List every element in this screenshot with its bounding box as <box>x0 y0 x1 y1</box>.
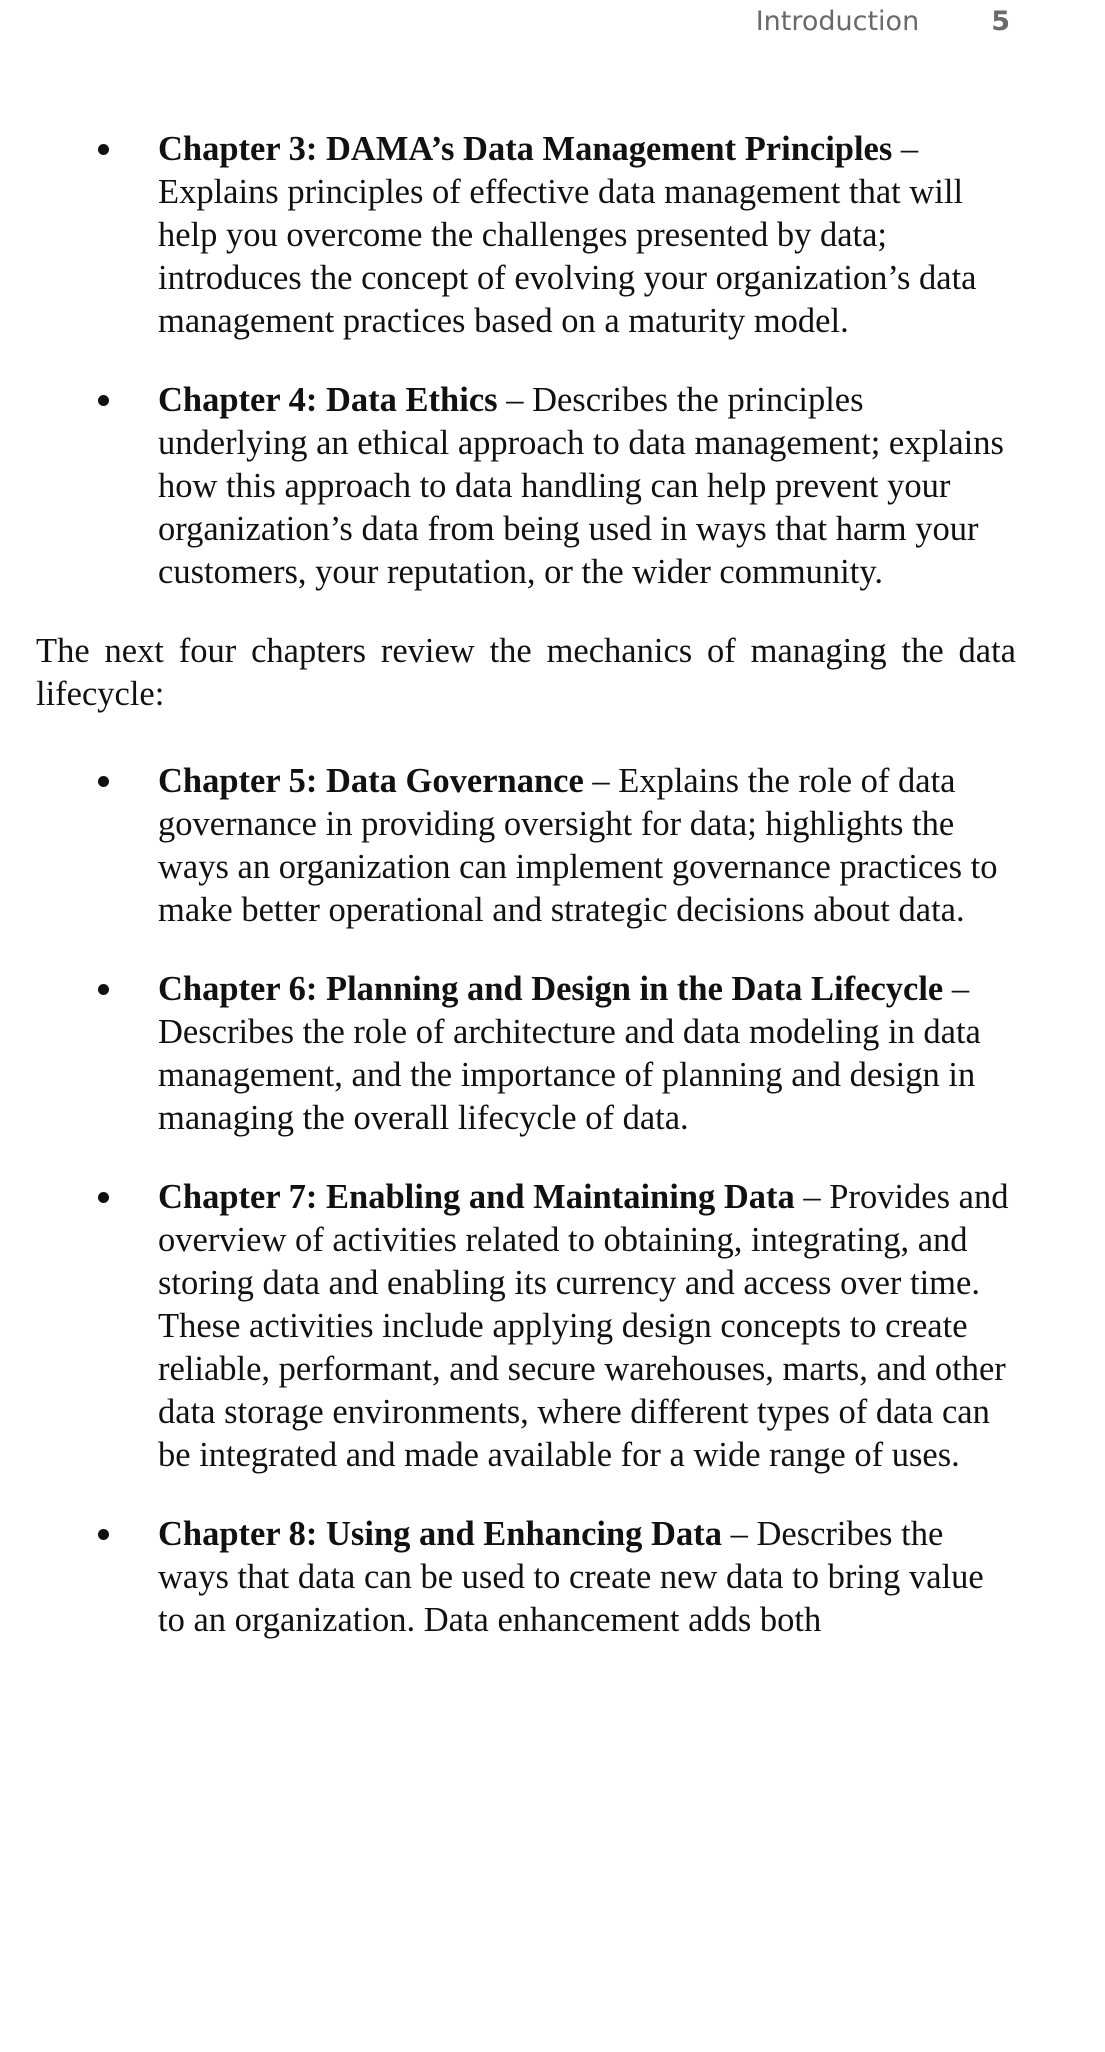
chapter-title: Chapter 6: Planning and Design in the Data Lifecycle <box>158 970 944 1008</box>
dash-separator: – <box>497 381 533 419</box>
list-item <box>36 968 1016 1140</box>
chapter-description: Describes the role of architecture and data modeling in data management, and the importance of planning and design in managing the overall lifecycle of data. <box>158 1013 981 1137</box>
dash-separator: – <box>892 130 919 168</box>
list-item <box>36 379 1016 594</box>
page-number: 5 <box>991 6 1010 37</box>
dash-separator: – <box>583 762 619 800</box>
chapter-description: Describes the ways that data can be used to create new data to bring value to an organization. Data enhancement adds both <box>158 1515 984 1639</box>
list-item <box>36 1513 1016 1642</box>
chapter-title: Chapter 5: Data Governance <box>158 762 584 800</box>
bullet-icon <box>98 776 109 787</box>
intro-paragraph: The next four chapters review the mechanics of managing the data lifecycle: <box>36 632 1016 713</box>
dash-separator: – <box>794 1178 830 1216</box>
chapter-description: Describes the principles underlying an ethical approach to data management; explains how this approach to data handling can help prevent your organization’s data from being used in ways that harm your customers, your reputation, or the wider community. <box>158 381 1004 591</box>
chapter-title: Chapter 7: Enabling and Maintaining Data <box>158 1178 795 1216</box>
dash-separator: – <box>721 1515 757 1553</box>
chapter-list-part-1 <box>36 128 1016 594</box>
bullet-icon <box>98 984 109 995</box>
bullet-icon <box>98 144 109 155</box>
chapter-description: Explains principles of effective data management that will help you overcome the challenges presented by data; introduces the concept of evolving your organization’s data management practices based on a maturity model. <box>158 173 977 340</box>
chapter-description: Provides and overview of activities related to obtaining, integrating, and storing data and enabling its currency and access over time. These activities include applying design concepts to create reliable, performant, and secure warehouses, marts, and other data storage environments, where different types of data can be integrated and made available for a wide range of uses. <box>158 1178 1009 1474</box>
list-item <box>36 1176 1016 1477</box>
bullet-icon <box>98 1192 109 1203</box>
chapter-title: Chapter 3: DAMA’s Data Management Principles <box>158 130 893 168</box>
chapter-list-part-2 <box>36 760 1016 1642</box>
chapter-description: Explains the role of data governance in providing oversight for data; highlights the ways an organization can implement governance practices to make better operational and strategic decisions about data. <box>158 762 998 929</box>
bullet-icon <box>98 395 109 406</box>
chapter-title: Chapter 8: Using and Enhancing Data <box>158 1515 722 1553</box>
chapter-title: Chapter 4: Data Ethics <box>158 381 498 419</box>
page-content <box>36 128 1016 1678</box>
list-item <box>36 760 1016 932</box>
list-item <box>36 128 1016 343</box>
bullet-icon <box>98 1529 109 1540</box>
running-header <box>756 6 1010 37</box>
section-title: Introduction <box>755 6 920 37</box>
dash-separator: – <box>943 970 970 1008</box>
